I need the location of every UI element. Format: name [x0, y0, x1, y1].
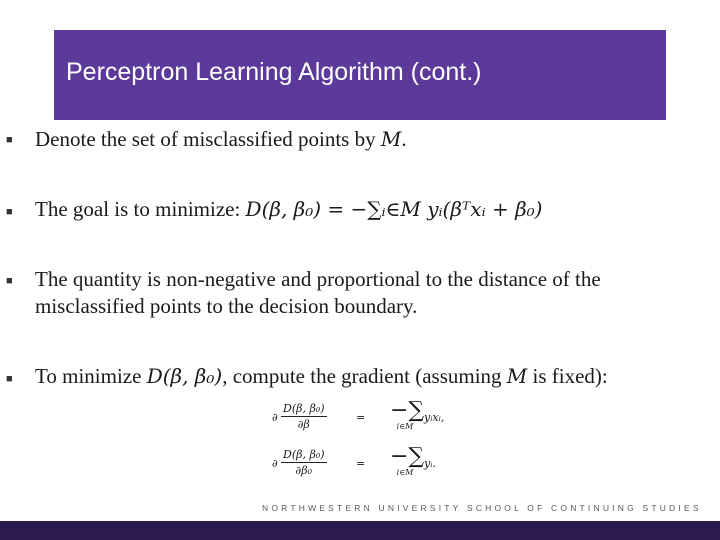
bullet-marker: ■	[6, 206, 13, 218]
footer-text: NORTHWESTERN UNIVERSITY SCHOOL OF CONTINUING STUDIES	[262, 503, 702, 513]
equals-sign: =	[356, 457, 366, 470]
summation	[390, 398, 425, 431]
bullet-2	[35, 197, 542, 222]
gradient-beta-fraction	[281, 402, 327, 431]
bullet-4-text-2: , compute the gradient (assuming	[222, 364, 507, 388]
bullet-1-text: Denote the set of misclassified points by	[35, 127, 381, 151]
gradient-beta0-rhs: yᵢ.	[424, 457, 436, 470]
bullet-4-math-1: D(β, β₀)	[146, 364, 223, 388]
partial-symbol: ∂	[272, 457, 278, 470]
bullet-marker: ■	[6, 275, 13, 287]
summation-subscript: i∈M	[396, 468, 414, 477]
objective-formula: D(β, β₀) = −∑ᵢ∈M yᵢ(βᵀxᵢ + β₀)	[245, 197, 543, 221]
bullet-1-math: M	[380, 127, 402, 151]
bullet-4-text-1: To minimize	[35, 364, 147, 388]
fraction-numerator: D(β, β₀)	[283, 448, 325, 461]
gradient-beta-equation	[272, 400, 472, 442]
summation	[390, 444, 425, 477]
bullet-3-line-2: misclassified points to the decision boundary.	[35, 294, 418, 318]
bullet-marker: ■	[6, 134, 13, 146]
fraction-denominator: ∂β₀	[295, 464, 312, 477]
fraction-numerator: D(β, β₀)	[283, 402, 325, 415]
fraction-denominator: ∂β	[297, 418, 310, 431]
slide-title: Perceptron Learning Algorithm (cont.)	[66, 58, 482, 86]
gradient-beta0-fraction	[281, 448, 327, 477]
bullet-4-text-3: is fixed):	[527, 364, 608, 388]
bullet-4	[35, 364, 608, 389]
bullet-marker: ■	[6, 373, 13, 385]
bullet-2-text: The goal is to minimize:	[35, 197, 246, 221]
summation-symbol: −∑	[390, 444, 425, 469]
bullet-1	[35, 127, 407, 152]
gradient-beta-rhs: yᵢxᵢ,	[424, 411, 445, 424]
bullet-3-line-1: The quantity is non-negative and proportional to the distance of the	[35, 267, 601, 291]
equals-sign: =	[356, 411, 366, 424]
bullet-1-end: .	[401, 127, 407, 151]
summation-symbol: −∑	[390, 398, 425, 423]
bullet-4-math-2: M	[506, 364, 528, 388]
title-bar	[54, 30, 666, 120]
gradient-beta0-equation	[272, 446, 472, 488]
partial-symbol: ∂	[272, 411, 278, 424]
bottom-bar	[0, 521, 720, 540]
summation-subscript: i∈M	[396, 422, 414, 431]
